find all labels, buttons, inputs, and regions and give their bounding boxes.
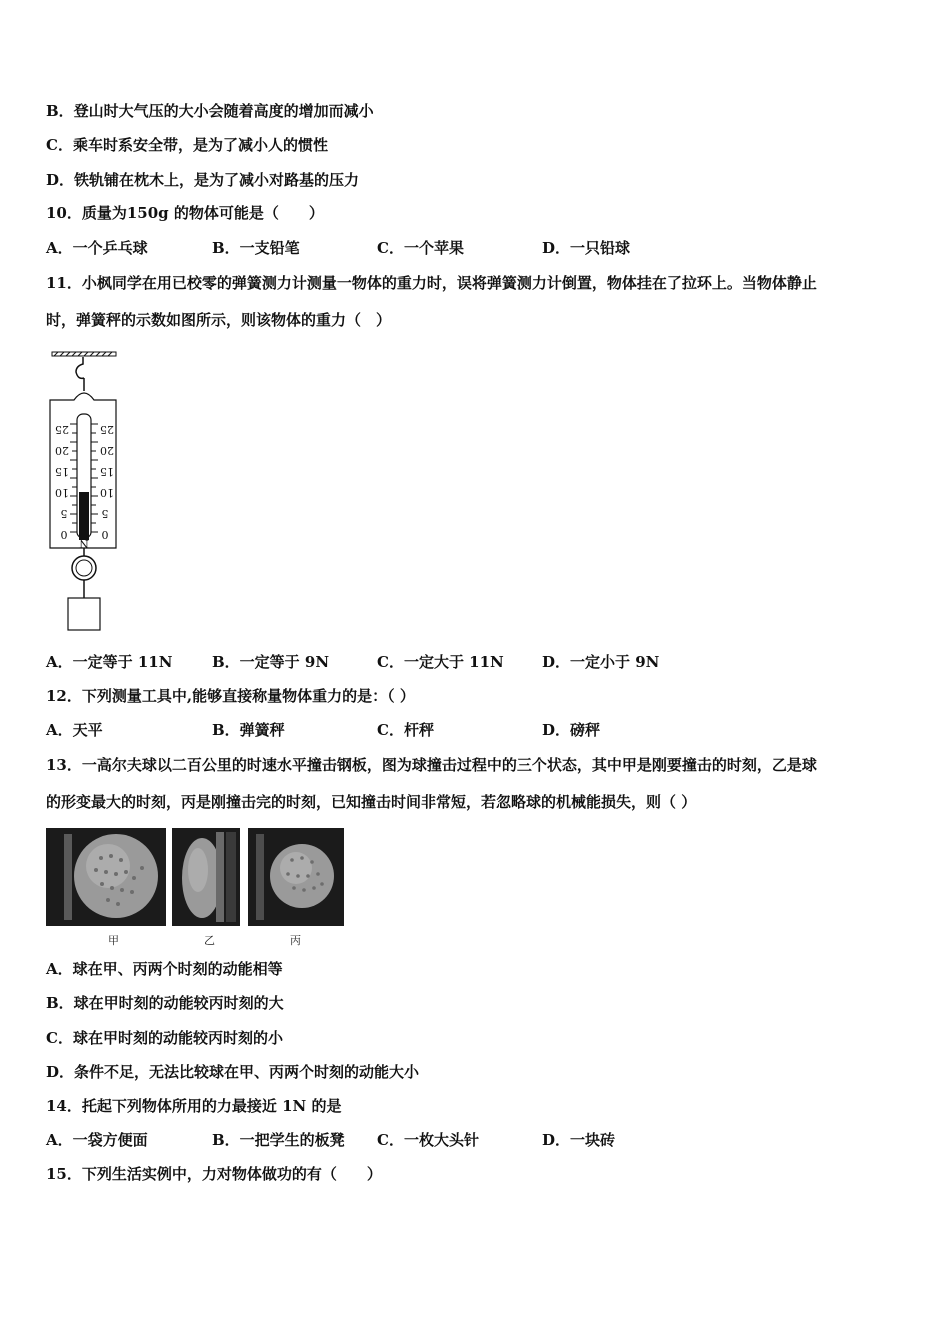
q12-options (46, 720, 906, 740)
q11-option-b: B．一定等于 9N (212, 653, 330, 671)
golf-ball-photos (46, 828, 346, 948)
q10-option-d: D．一只铅球 (542, 239, 631, 257)
q11-options (46, 652, 906, 672)
q12-stem: 12．下列测量工具中,能够直接称量物体重力的是：（ ） (46, 687, 415, 705)
q11-stem-line1: 11．小枫同学在用已校零的弹簧测力计测量一物体的重力时，误将弹簧测力计倒置，物体挂在了拉环上。当物体静止 (46, 274, 817, 292)
scale-tick-left-20: 20 (55, 444, 69, 457)
golf-ball-photo-jia (46, 828, 166, 926)
caption-bing: 丙 (290, 934, 301, 947)
golf-ball-photo-bing (248, 828, 344, 926)
q11-option-d: D．一定小于 9N (542, 653, 660, 671)
q9-option-d: D．铁轨铺在枕木上，是为了减小对路基的压力 (46, 171, 360, 189)
q12-option-b: B．弹簧秤 (212, 721, 285, 739)
q12-option-a: A．天平 (46, 721, 103, 739)
q14-option-a: A．一袋方便面 (46, 1131, 148, 1149)
q11-option-a: A．一定等于 11N (46, 653, 173, 671)
golf-ball-photo-yi (172, 828, 240, 926)
q13-option-c: C．球在甲时刻的动能较丙时刻的小 (46, 1029, 283, 1047)
q10-option-a: A．一个乒乓球 (46, 239, 148, 257)
q9-option-b: B．登山时大气压的大小会随着高度的增加而减小 (46, 102, 374, 120)
q10-stem: 10．质量为150g 的物体可能是（ ） (46, 204, 324, 222)
scale-tick-left-10: 10 (55, 486, 69, 499)
q14-options (46, 1130, 906, 1150)
q13-option-d: D．条件不足，无法比较球在甲、丙两个时刻的动能大小 (46, 1063, 420, 1081)
scale-tick-right-15: 15 (100, 465, 114, 478)
caption-jia: 甲 (108, 934, 119, 947)
scale-tick-left-25: 25 (55, 423, 69, 436)
q11-stem-line2: 时，弹簧秤的示数如图所示，则该物体的重力（ ） (46, 311, 392, 329)
scale-unit-label: N (79, 537, 89, 550)
q13-option-b: B．球在甲时刻的动能较丙时刻的大 (46, 994, 284, 1012)
scale-tick-left-5: 5 (60, 507, 68, 520)
scale-tick-right-25: 25 (100, 423, 114, 436)
spring-scale-figure (46, 348, 126, 633)
q13-stem-line1: 13．一高尔夫球以二百公里的时速水平撞击钢板，图为球撞击过程中的三个状态，其中甲是刚要撞击的时刻，乙是球 (46, 756, 817, 774)
scale-tick-right-20: 20 (100, 444, 114, 457)
q10-option-b: B．一支铅笔 (212, 239, 300, 257)
q12-option-c: C．杆秤 (377, 721, 434, 739)
q14-stem: 14．托起下列物体所用的力最接近 1N 的是 (46, 1097, 342, 1115)
scale-tick-right-0: 0 (101, 528, 109, 541)
q12-option-d: D．磅秤 (542, 721, 601, 739)
q10-option-c: C．一个苹果 (377, 239, 464, 257)
q9-option-c: C．乘车时系安全带，是为了减小人的惯性 (46, 136, 328, 154)
q11-option-c: C．一定大于 11N (377, 653, 504, 671)
q15-stem: 15．下列生活实例中，力对物体做功的有（ ） (46, 1165, 382, 1183)
caption-yi: 乙 (204, 934, 215, 947)
q14-option-d: D．一块砖 (542, 1131, 616, 1149)
q10-options (46, 238, 906, 258)
scale-tick-right-10: 10 (100, 486, 114, 499)
q13-option-a: A．球在甲、丙两个时刻的动能相等 (46, 960, 283, 978)
q14-option-c: C．一枚大头针 (377, 1131, 479, 1149)
q14-option-b: B．一把学生的板凳 (212, 1131, 345, 1149)
scale-tick-right-5: 5 (101, 507, 109, 520)
scale-tick-left-0: 0 (60, 528, 68, 541)
scale-tick-left-15: 15 (55, 465, 69, 478)
q13-stem-line2: 的形变最大的时刻，丙是刚撞击完的时刻，已知撞击时间非常短，若忽略球的机械能损失，则（ ） (46, 793, 697, 811)
